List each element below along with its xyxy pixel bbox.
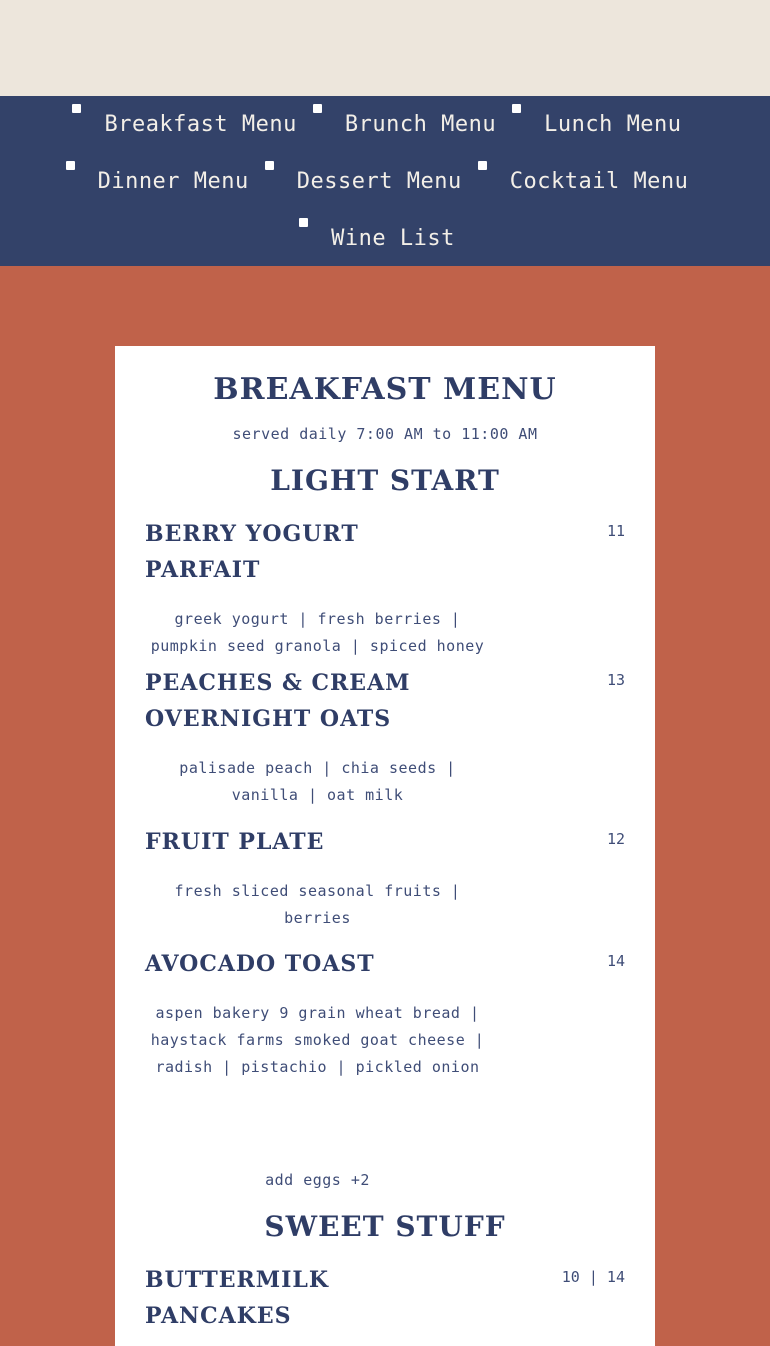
menu-item	[145, 516, 625, 660]
menu-item	[145, 824, 625, 932]
item-name: FRUIT PLATE	[145, 829, 325, 855]
add-on-note: add eggs +2	[265, 1171, 370, 1189]
item-name: BUTTERMILK PANCAKES	[145, 1267, 330, 1329]
nav-item-label: Dessert Menu	[296, 169, 462, 194]
bullet-icon	[66, 161, 75, 170]
item-price: 11	[606, 522, 625, 540]
section-title: LIGHT START	[270, 464, 500, 497]
item-price: 10 | 14	[561, 1268, 625, 1286]
section-title: SWEET STUFF	[264, 1210, 506, 1243]
item-description: greek yogurt | fresh berries | pumpkin seed granola | spiced honey	[150, 610, 485, 655]
item-description: aspen bakery 9 grain wheat bread | haystack farms smoked goat cheese | radish | pistachio | pickled onion	[150, 1004, 485, 1076]
item-description: fresh sliced seasonal fruits | berries	[174, 882, 461, 927]
menu-item	[145, 946, 625, 1081]
nav-item-breakfast-menu[interactable]	[72, 112, 312, 137]
nav-item-label: Wine List	[331, 226, 455, 251]
menu-item	[145, 1262, 625, 1334]
nav-item-lunch-menu[interactable]	[512, 112, 697, 137]
nav-row	[0, 226, 770, 251]
menu-item	[145, 665, 625, 809]
bullet-icon	[512, 104, 521, 113]
bullet-icon	[72, 104, 81, 113]
bullet-icon	[478, 161, 487, 170]
nav-item-dinner-menu[interactable]	[66, 169, 265, 194]
menu-card	[115, 346, 655, 1346]
menu-hours: served daily 7:00 AM to 11:00 AM	[232, 425, 538, 443]
top-banner	[0, 0, 770, 96]
bullet-icon	[299, 218, 308, 227]
item-description: palisade peach | chia seeds | vanilla | oat milk	[179, 759, 456, 804]
item-name: BERRY YOGURT PARFAIT	[145, 521, 359, 583]
nav-item-label: Cocktail Menu	[509, 169, 689, 194]
bullet-icon	[313, 104, 322, 113]
nav-item-wine-list[interactable]	[299, 226, 471, 251]
nav-item-label: Lunch Menu	[544, 112, 682, 137]
nav-row	[0, 169, 770, 194]
item-name: AVOCADO TOAST	[145, 951, 375, 977]
nav-row	[0, 112, 770, 137]
menu-navigation	[0, 96, 770, 266]
nav-item-dessert-menu[interactable]	[265, 169, 478, 194]
item-price: 12	[606, 830, 625, 848]
item-price: 13	[606, 671, 625, 689]
menu-title: BREAKFAST MENU	[213, 372, 557, 407]
item-name: PEACHES & CREAM OVERNIGHT OATS	[145, 670, 411, 732]
nav-item-label: Brunch Menu	[344, 112, 497, 137]
nav-item-label: Dinner Menu	[97, 169, 249, 194]
nav-item-brunch-menu[interactable]	[313, 112, 512, 137]
item-price: 14	[606, 952, 625, 970]
nav-item-cocktail-menu[interactable]	[478, 169, 705, 194]
bullet-icon	[265, 161, 274, 170]
nav-item-label: Breakfast Menu	[104, 112, 297, 137]
